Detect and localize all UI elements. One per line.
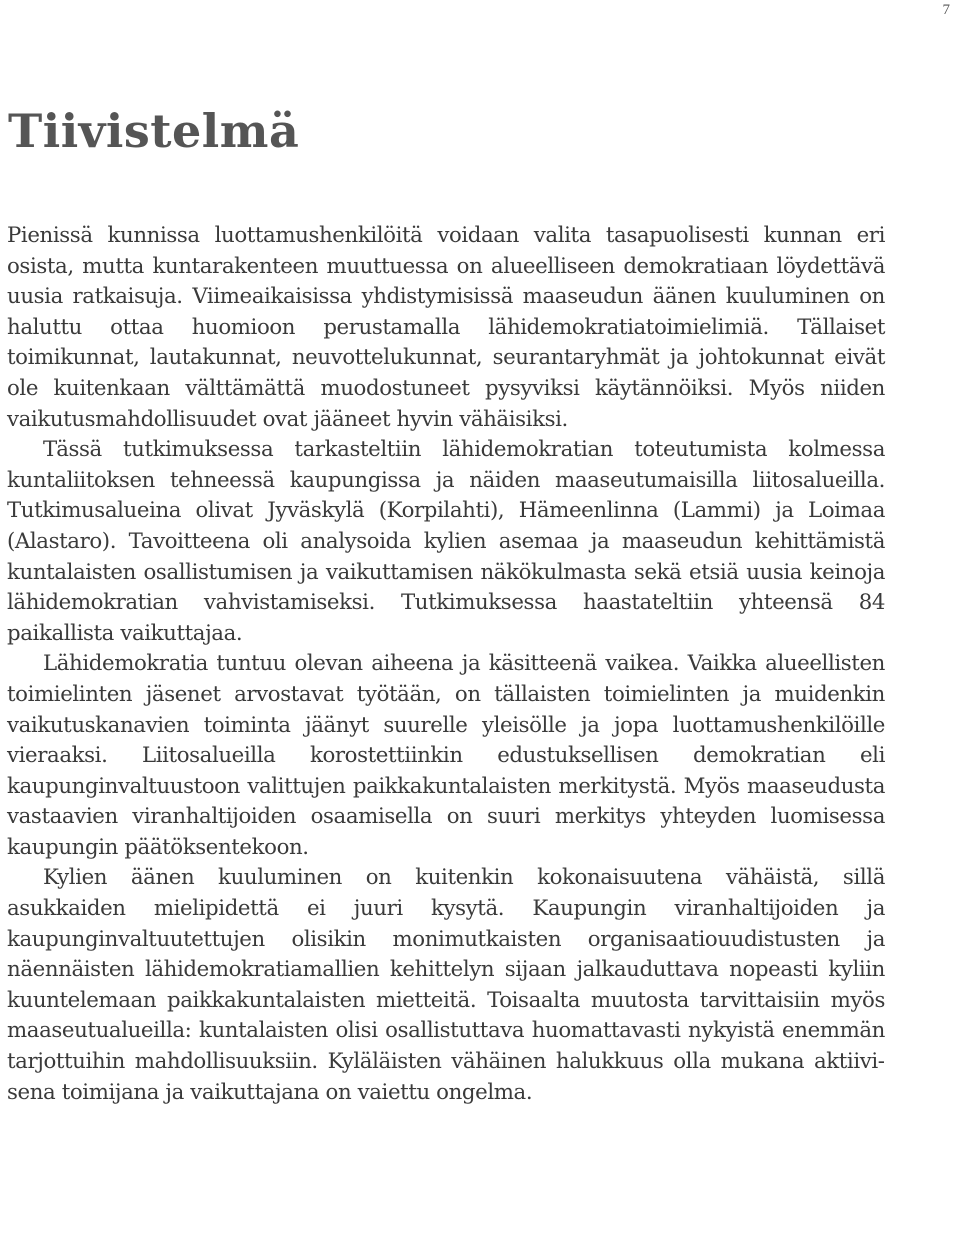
page-title: Tiivistelmä	[8, 104, 300, 158]
paragraph-1: Pienissä kunnissa luottamushenkilöitä voidaan valita tasapuolisesti kunnan eri osista, mutta kuntarakenteen muuttuessa on alueelliseen demokratiaan löydettävä uusia ratkaisuja. Viimeaikaisissa yhdistymisissä maaseudun äänen kuuluminen on haluttu ottaa huomioon perustamalla lähidemokratiatoimielimiä. Tällaiset toimikunnat, lautakunnat, neuvottelukunnat, seurantaryhmät ja johtokunnat eivät ole kuitenkaan välttämättä muodostuneet pysyviksi käytännöiksi. Myös niiden vaikutusmahdollisuudet ovat jääneet hyvin vähäisiksi.	[7, 223, 885, 432]
paragraph-2: Tässä tutkimuksessa tarkasteltiin lähidemokratian toteutumista kolmessa kuntaliitoksen tehneessä kaupungissa ja näiden maaseutumaisilla liitosalueilla. Tutkimusalueina olivat Jyväskylä (Korpilahti), Hämeenlinna (Lammi) ja Loimaa (Alastaro). Tavoitteena oli analysoida kylien asemaa ja maaseudun kehittämistä kuntalaisten osallistumisen ja vaikuttamisen näkökulmasta sekä etsiä uusia keinoja lähidemokratian vahvistamiseksi. Tutkimuksessa haastateltiin yhteensä 84 paikallista vaikuttajaa.	[7, 437, 885, 646]
paragraph-3: Lähidemokratia tuntuu olevan aiheena ja käsitteenä vaikea. Vaikka alueellisten toimielinten jäsenet arvostavat työtään, on tällaisten toimielinten ja muidenkin vaikutuskanavien toiminta jäänyt suurelle yleisölle ja jopa luottamushenkilöille vieraaksi. Liitosalueilla korostettiinkin edustuksellisen demokratian eli kaupunginvaltuustoon valittujen paikkakuntalaisten merkitystä. Myös maaseudusta vastaavien viranhaltijoiden osaamisella on suuri merkitys yhteyden luomisessa kaupungin päätöksentekoon.	[7, 651, 885, 860]
paragraph-4: Kylien äänen kuuluminen on kuitenkin kokonaisuutena vähäistä, sillä asukkaiden mielipidettä ei juuri kysytä. Kaupungin viranhaltijoiden ja kaupunginvaltuutettujen olisikin monimutkaisten organisaatiouudistusten ja näennäisten lähidemokratiamallien kehittelyn sijaan jalkauduttava nopeasti kyliin kuuntelemaan paikkakuntalaisten mietteitä. Toisaalta muutosta tarvittaisiin myös maaseutualueilla: kuntalaisten olisi osallistuttava huomattavasti nykyistä enemmän tarjottuihin mahdollisuuksiin. Kyläläisten vähäinen halukkuus olla mukana aktiivisena toimijana ja vaikuttajana on vaiettu ongelma.	[7, 865, 885, 1105]
page-number: 7	[942, 2, 950, 18]
abstract-body	[7, 221, 885, 1108]
